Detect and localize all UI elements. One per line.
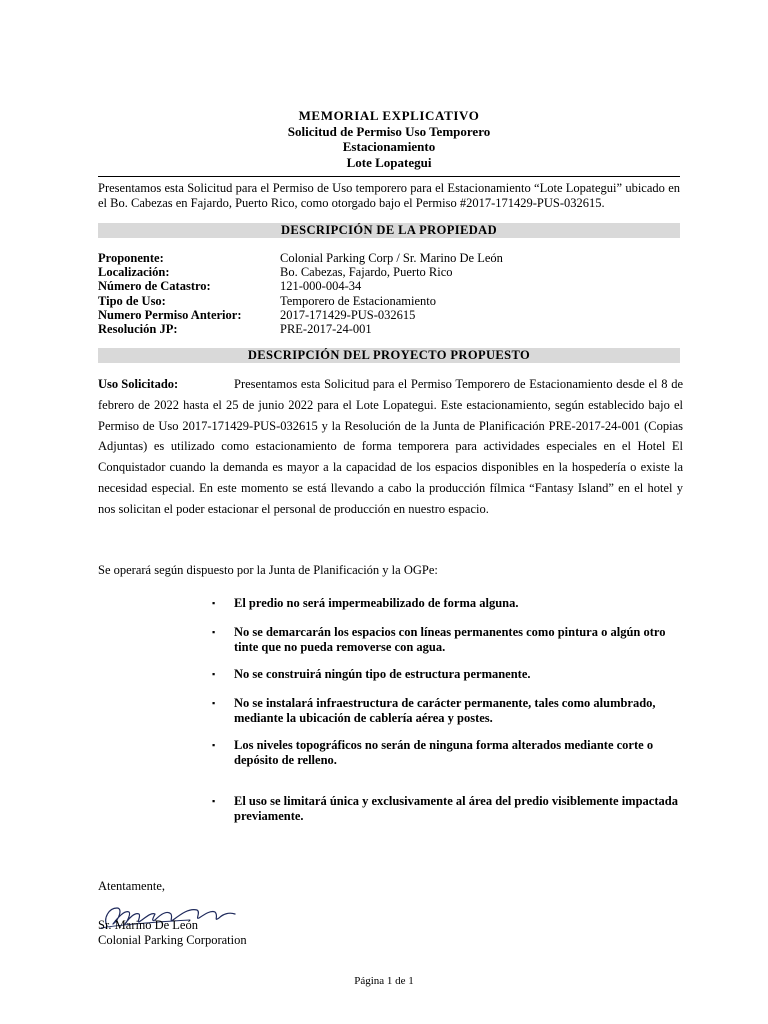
property-section-heading: DESCRIPCIÓN DE LA PROPIEDAD: [98, 223, 680, 238]
document-subtitle: Lote Lopategui: [346, 154, 432, 170]
property-value: Colonial Parking Corp / Sr. Marino De León: [280, 251, 503, 265]
document-subtitle: Estacionamiento: [342, 139, 436, 154]
list-item-text: No se instalará infraestructura de carácter permanente, tales como alumbrado, mediante la ubicación de cablería aérea y postes.: [234, 696, 656, 725]
salutation: Atentamente,: [98, 879, 165, 893]
list-item-text: El predio no será impermeabilizado de forma alguna.: [234, 596, 519, 610]
uso-solicitado-label: Uso Solicitado:: [98, 377, 179, 391]
bullet-icon: ▪: [212, 598, 216, 608]
property-value: PRE-2017-24-001: [280, 321, 372, 336]
signer-block: [98, 918, 247, 948]
bullet-icon: ▪: [212, 796, 216, 806]
property-label: Numero Permiso Anterior:: [98, 307, 242, 322]
list-item-text: Los niveles topográficos no serán de ninguna forma alterados mediante corte o depósito de relleno.: [234, 738, 654, 767]
project-description: [98, 374, 683, 520]
signer-name: Sr. Marino De León: [98, 918, 198, 932]
list-item-text: No se construirá ningún tipo de estructura permanente.: [234, 667, 531, 681]
horizontal-divider: [98, 176, 680, 177]
list-item-text: No se demarcarán los espacios con líneas permanentes como pintura o algún otro tinte que no pueda removerse con agua.: [234, 625, 666, 654]
property-label: Resolución JP:: [98, 321, 178, 336]
bullet-icon: ▪: [212, 698, 216, 708]
list-item-text: El uso se limitará única y exclusivamente al área del predio visiblemente impactada previamente.: [234, 794, 678, 823]
property-label: Tipo de Uso:: [98, 293, 166, 308]
document-subtitle: Solicitud de Permiso Uso Temporero: [287, 123, 491, 139]
document-title: MEMORIAL EXPLICATIVO: [298, 108, 480, 123]
project-section-heading: DESCRIPCIÓN DEL PROYECTO PROPUESTO: [98, 348, 680, 363]
uso-solicitado-text: Presentamos esta Solicitud para el Permiso Temporero de Estacionamiento desde el 8 de febrero de 2022 hasta el 25 de junio 2022 para el Lote Lopategui. Este estacionamiento, según establecido bajo el Permiso de Uso 2017-171429-PUS-032615 y la Resolución de la Junta de Planificación PRE-2017-24-001 (Copias Adjuntas) es utilizado como estacionamiento de forma temporera para actividades especiales en el Hotel El Conquistador cuando la demanda es mayor a la capacidad de los espacios disponibles en la hospedería o existe la necesidad especial. En este momento se está llevando a cabo la producción fílmica “Fantasy Island” en el hotel y nos solicitan el poder estacionar el personal de producción en nuestro espacio.: [98, 377, 683, 516]
bullet-icon: ▪: [212, 740, 216, 750]
operation-statement: Se operará según dispuesto por la Junta de Planificación y la OGPe:: [98, 563, 438, 577]
bullet-icon: ▪: [212, 627, 216, 637]
document-header: [98, 108, 680, 170]
property-value: 121-000-004-34: [280, 279, 362, 294]
page-number: Página 1 de 1: [354, 975, 414, 987]
property-label: Localización:: [98, 265, 170, 280]
property-label: Número de Catastro:: [98, 279, 211, 294]
property-value: Temporero de Estacionamiento: [280, 293, 437, 308]
property-value: 2017-171429-PUS-032615: [280, 307, 416, 322]
bullet-icon: ▪: [212, 669, 216, 679]
property-value: Bo. Cabezas, Fajardo, Puerto Rico: [280, 265, 453, 280]
property-label: Proponente:: [98, 251, 164, 265]
intro-paragraph: Presentamos esta Solicitud para el Permiso de Uso temporero para el Estacionamiento “Lote Lopategui” ubicado en el Bo. Cabezas en Fajardo, Puerto Rico, como otorgado bajo el Permiso #2017-171429-PUS-032615.: [98, 181, 680, 210]
signer-company: Colonial Parking Corporation: [98, 933, 247, 947]
